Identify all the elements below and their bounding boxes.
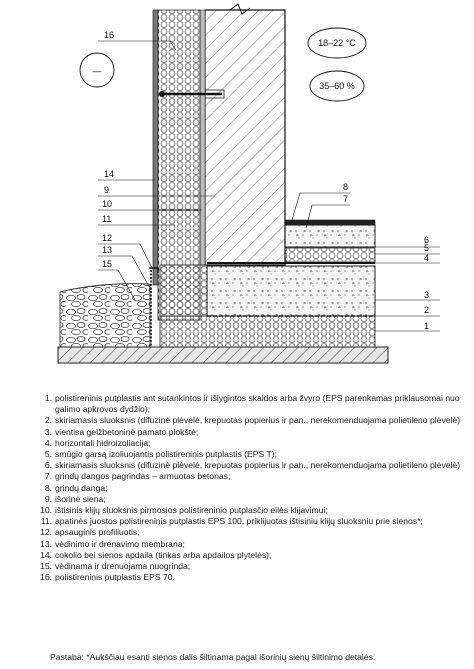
callout-3: 3 — [424, 290, 430, 300]
legend-text: vėdinimo ir drenavimo membrana; — [55, 538, 185, 549]
callout-1: 1 — [424, 321, 430, 331]
temperature-value: 18–22 °C — [318, 38, 356, 48]
leader-12-diag — [140, 244, 152, 268]
legend-number: 4. — [44, 437, 52, 448]
footnote: Pastaba: *Aukščiau esanti sienos dalis šiltinama pagal išorinių sienų šiltinimo detalės. — [50, 652, 376, 662]
legend-number: 6. — [44, 460, 52, 471]
legend-text: vėdinama ir drenuojama nuogrinda; — [55, 561, 191, 572]
legend-number: 7. — [44, 471, 52, 482]
legend-item — [38, 415, 468, 426]
legend-item — [38, 516, 468, 527]
gravel-drainage — [60, 284, 150, 347]
external-wall — [205, 10, 285, 265]
callout-6: 6 — [424, 235, 430, 245]
legend-item — [38, 438, 468, 449]
legend-item — [38, 505, 468, 516]
impact-sound-eps — [285, 248, 375, 262]
legend-number: 8. — [44, 482, 52, 493]
legend-item — [38, 539, 468, 550]
callout-9: 9 — [104, 185, 110, 195]
legend-item — [38, 471, 468, 482]
legend-number: 9. — [44, 493, 52, 504]
eps-under-slab — [160, 316, 375, 347]
legend-text: apatinės juostos polistireninis putplastis EPS 100, priklijuotas ištisiniu klijų sluoksniu prie sienos*; — [55, 516, 423, 527]
legend-text: grindų dangos pagrindas – armuotas betonas; — [55, 471, 231, 482]
callout-5: 5 — [424, 243, 430, 253]
legend-number: 10. — [40, 505, 52, 516]
legend-number: 16. — [40, 572, 52, 583]
foundation-slab — [207, 266, 375, 316]
legend-text: išorinė siena; — [55, 493, 106, 504]
legend-item — [38, 483, 468, 494]
legend-list — [38, 393, 468, 583]
legend-text: skiriamasis sluoksnis (difuzinė plėvelė, krepuotas popierius ir pan., nerekomenduojama polietileno plėvelė) — [55, 415, 461, 426]
callout-8: 8 — [343, 182, 349, 192]
legend-item — [38, 527, 468, 538]
floor-covering — [285, 220, 375, 225]
legend-text: polistireninis putplastis ant sutankintos ir išlygintos skaldos arba žvyro (EPS parenkamas priklausomai nuo galimo apkrovos dydžio); — [55, 393, 460, 415]
callout-14: 14 — [104, 169, 115, 179]
humidity-value: 35–60 % — [319, 81, 355, 91]
legend-item — [38, 449, 468, 460]
legend-number: 15. — [40, 561, 52, 572]
legend-number: 3. — [44, 426, 52, 437]
callout-16: 16 — [104, 30, 115, 40]
eps-perimeter — [160, 265, 207, 316]
floor-screed — [285, 225, 375, 247]
callout-12: 12 — [102, 233, 113, 243]
legend-item — [38, 393, 468, 415]
legend-number: 13. — [40, 538, 52, 549]
legend-text: skiriamasis sluoksnis (difuzinė plėvelė, krepuotas popierius ir pan., nerekomenduojama polietileno plėvelė) — [55, 460, 461, 471]
legend-item — [38, 550, 468, 561]
legend-number: 1. — [44, 393, 52, 403]
eps70-insulation — [158, 10, 200, 210]
leader-8-diag — [292, 193, 300, 220]
legend-item — [38, 561, 468, 572]
callout-10: 10 — [102, 199, 113, 209]
legend-text: smūgio garsą izoliuojantis polistireninis putplastis (EPS T); — [55, 449, 277, 460]
legend-text: cokolio bei sienos apdaila (tinkas arba apdailos plytelės); — [55, 549, 272, 560]
legend-text: polistireninis putplastis EPS 70. — [55, 572, 175, 583]
callout-2: 2 — [424, 305, 430, 315]
outside-symbol: — — [92, 66, 102, 76]
legend-number: 11. — [40, 516, 52, 527]
legend-item — [38, 460, 468, 471]
plinth-finish — [153, 10, 158, 285]
callout-15: 15 — [102, 259, 113, 269]
legend-text: ištisinis klijų sluoksnis pirmosios polistireninio putplasčio eilės klijavimui; — [55, 505, 328, 516]
legend-item — [38, 427, 468, 438]
ground-fill — [58, 347, 388, 363]
legend-item — [38, 572, 468, 583]
adhesive-layer — [200, 10, 205, 265]
callout-7: 7 — [343, 194, 349, 204]
callout-4: 4 — [424, 253, 430, 263]
legend-number: 14. — [40, 549, 52, 560]
legend-number: 2. — [44, 415, 52, 426]
callout-11: 11 — [102, 214, 112, 224]
legend-number: 5. — [44, 449, 52, 460]
legend-item — [38, 494, 468, 505]
legend-text: grindų danga; — [55, 482, 108, 493]
legend-text: horizontali hidroizoliacija; — [55, 437, 151, 448]
callout-13: 13 — [102, 245, 113, 255]
legend-text: apsauginis profiliuotis; — [55, 527, 140, 538]
legend-number: 12. — [40, 527, 52, 538]
legend-text: vientisa gelžbetoninė pamato plokštė; — [55, 426, 199, 437]
